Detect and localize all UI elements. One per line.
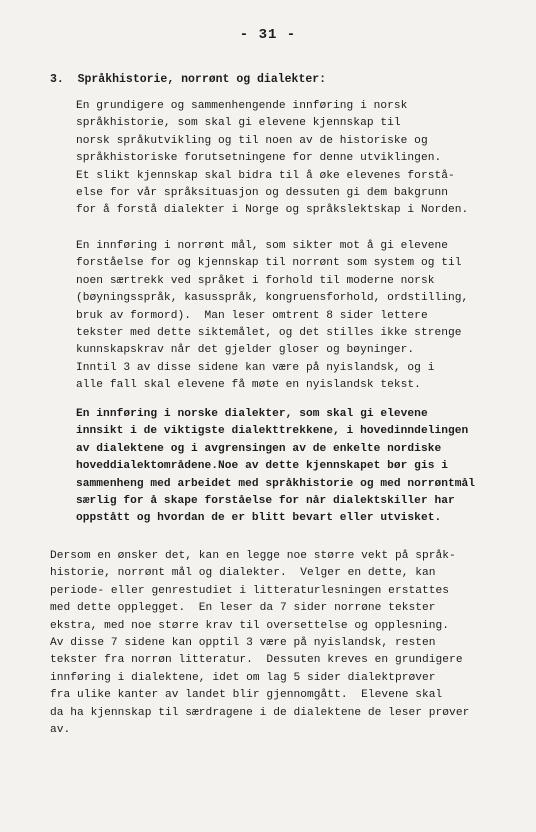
text-line: (bøyningsspråk, kasusspråk, kongruensforhold, ordstilling,: [76, 292, 469, 305]
text-line: forståelse for og kjennskap til norrønt som system og til: [76, 257, 462, 270]
text-line: norsk språkutvikling og til noen av de historiske og: [76, 134, 428, 147]
paragraph-1: [76, 98, 526, 220]
paragraph-4: [50, 548, 526, 739]
text-line: da ha kjennskap til særdragene i de dialektene de leser prøver: [50, 706, 470, 719]
text-line: Av disse 7 sidene kan opptil 3 være på nyislandsk, resten: [50, 637, 436, 650]
text-line: innføring i dialektene, idet om lag 5 sider dialektprøver: [50, 671, 436, 684]
text-line: oppstått og hvordan de er blitt bevart eller utvisket.: [76, 512, 442, 525]
text-line: språkhistorie, som skal gi elevene kjennskap til: [76, 117, 401, 130]
paragraph-3: [76, 406, 526, 528]
text-line: tekster med dette siktemålet, og det stilles ikke strenge: [76, 327, 462, 340]
paragraph-2: [76, 238, 526, 395]
text-line: alle fall skal elevene få møte en nyislandsk tekst.: [76, 379, 421, 392]
text-line: hoveddialektområdene.Noe av dette kjennskapet bør gis i: [76, 460, 448, 473]
text-line: sammenheng med arbeidet med språkhistorie og med norrøntmål: [76, 477, 476, 490]
text-line: En innføring i norske dialekter, som skal gi elevene: [76, 408, 428, 420]
text-line: med dette opplegget. En leser da 7 sider norrøne tekster: [50, 602, 436, 615]
text-line: periode- eller genrestudiet i litteraturlesningen erstattes: [50, 584, 450, 597]
text-line: innsikt i de viktigste dialekttrekkene, i hovedinndelingen: [76, 425, 469, 438]
text-line: else for vår språksituasjon og dessuten gi dem bakgrunn: [76, 187, 448, 200]
text-line: ekstra, med noe større krav til oversettelse og opplesning.: [50, 619, 450, 632]
text-line: Et slikt kjennskap skal bidra til å øke elevenes forstå-: [76, 169, 455, 182]
text-line: Inntil 3 av disse sidene kan være på nyislandsk, og i: [76, 361, 435, 374]
text-line: tekster fra norrøn litteratur. Dessuten kreves en grundigere: [50, 654, 463, 667]
text-line: av.: [50, 724, 71, 737]
text-line: kunnskapskrav når det gjelder gloser og bøyninger.: [76, 344, 415, 357]
text-line: En grundigere og sammenhengende innføring i norsk: [76, 100, 408, 112]
text-line: bruk av formord). Man leser omtrent 8 sider lettere: [76, 309, 428, 322]
text-line: for å forstå dialekter i Norge og språkslektskap i Norden.: [76, 204, 469, 217]
text-line: av dialektene og i avgrensingen av de enkelte nordiske: [76, 442, 442, 455]
text-line: særlig for å skape forståelse for når dialektskiller har: [76, 495, 455, 508]
section-heading: 3. Språkhistorie, norrønt og dialekter:: [50, 73, 327, 86]
page-number: - 31 -: [239, 27, 297, 43]
text-line: noen særtrekk ved språket i forhold til moderne norsk: [76, 274, 435, 287]
text-line: språkhistoriske forutsetningene for denne utviklingen.: [76, 152, 442, 165]
text-line: fra ulike kanter av landet blir gjennomgått. Elevene skal: [50, 689, 443, 702]
text-line: Dersom en ønsker det, kan en legge noe større vekt på språk-: [50, 550, 456, 562]
text-line: En innføring i norrønt mål, som sikter mot å gi elevene: [76, 240, 448, 252]
text-line: historie, norrønt mål og dialekter. Velger en dette, kan: [50, 567, 436, 580]
